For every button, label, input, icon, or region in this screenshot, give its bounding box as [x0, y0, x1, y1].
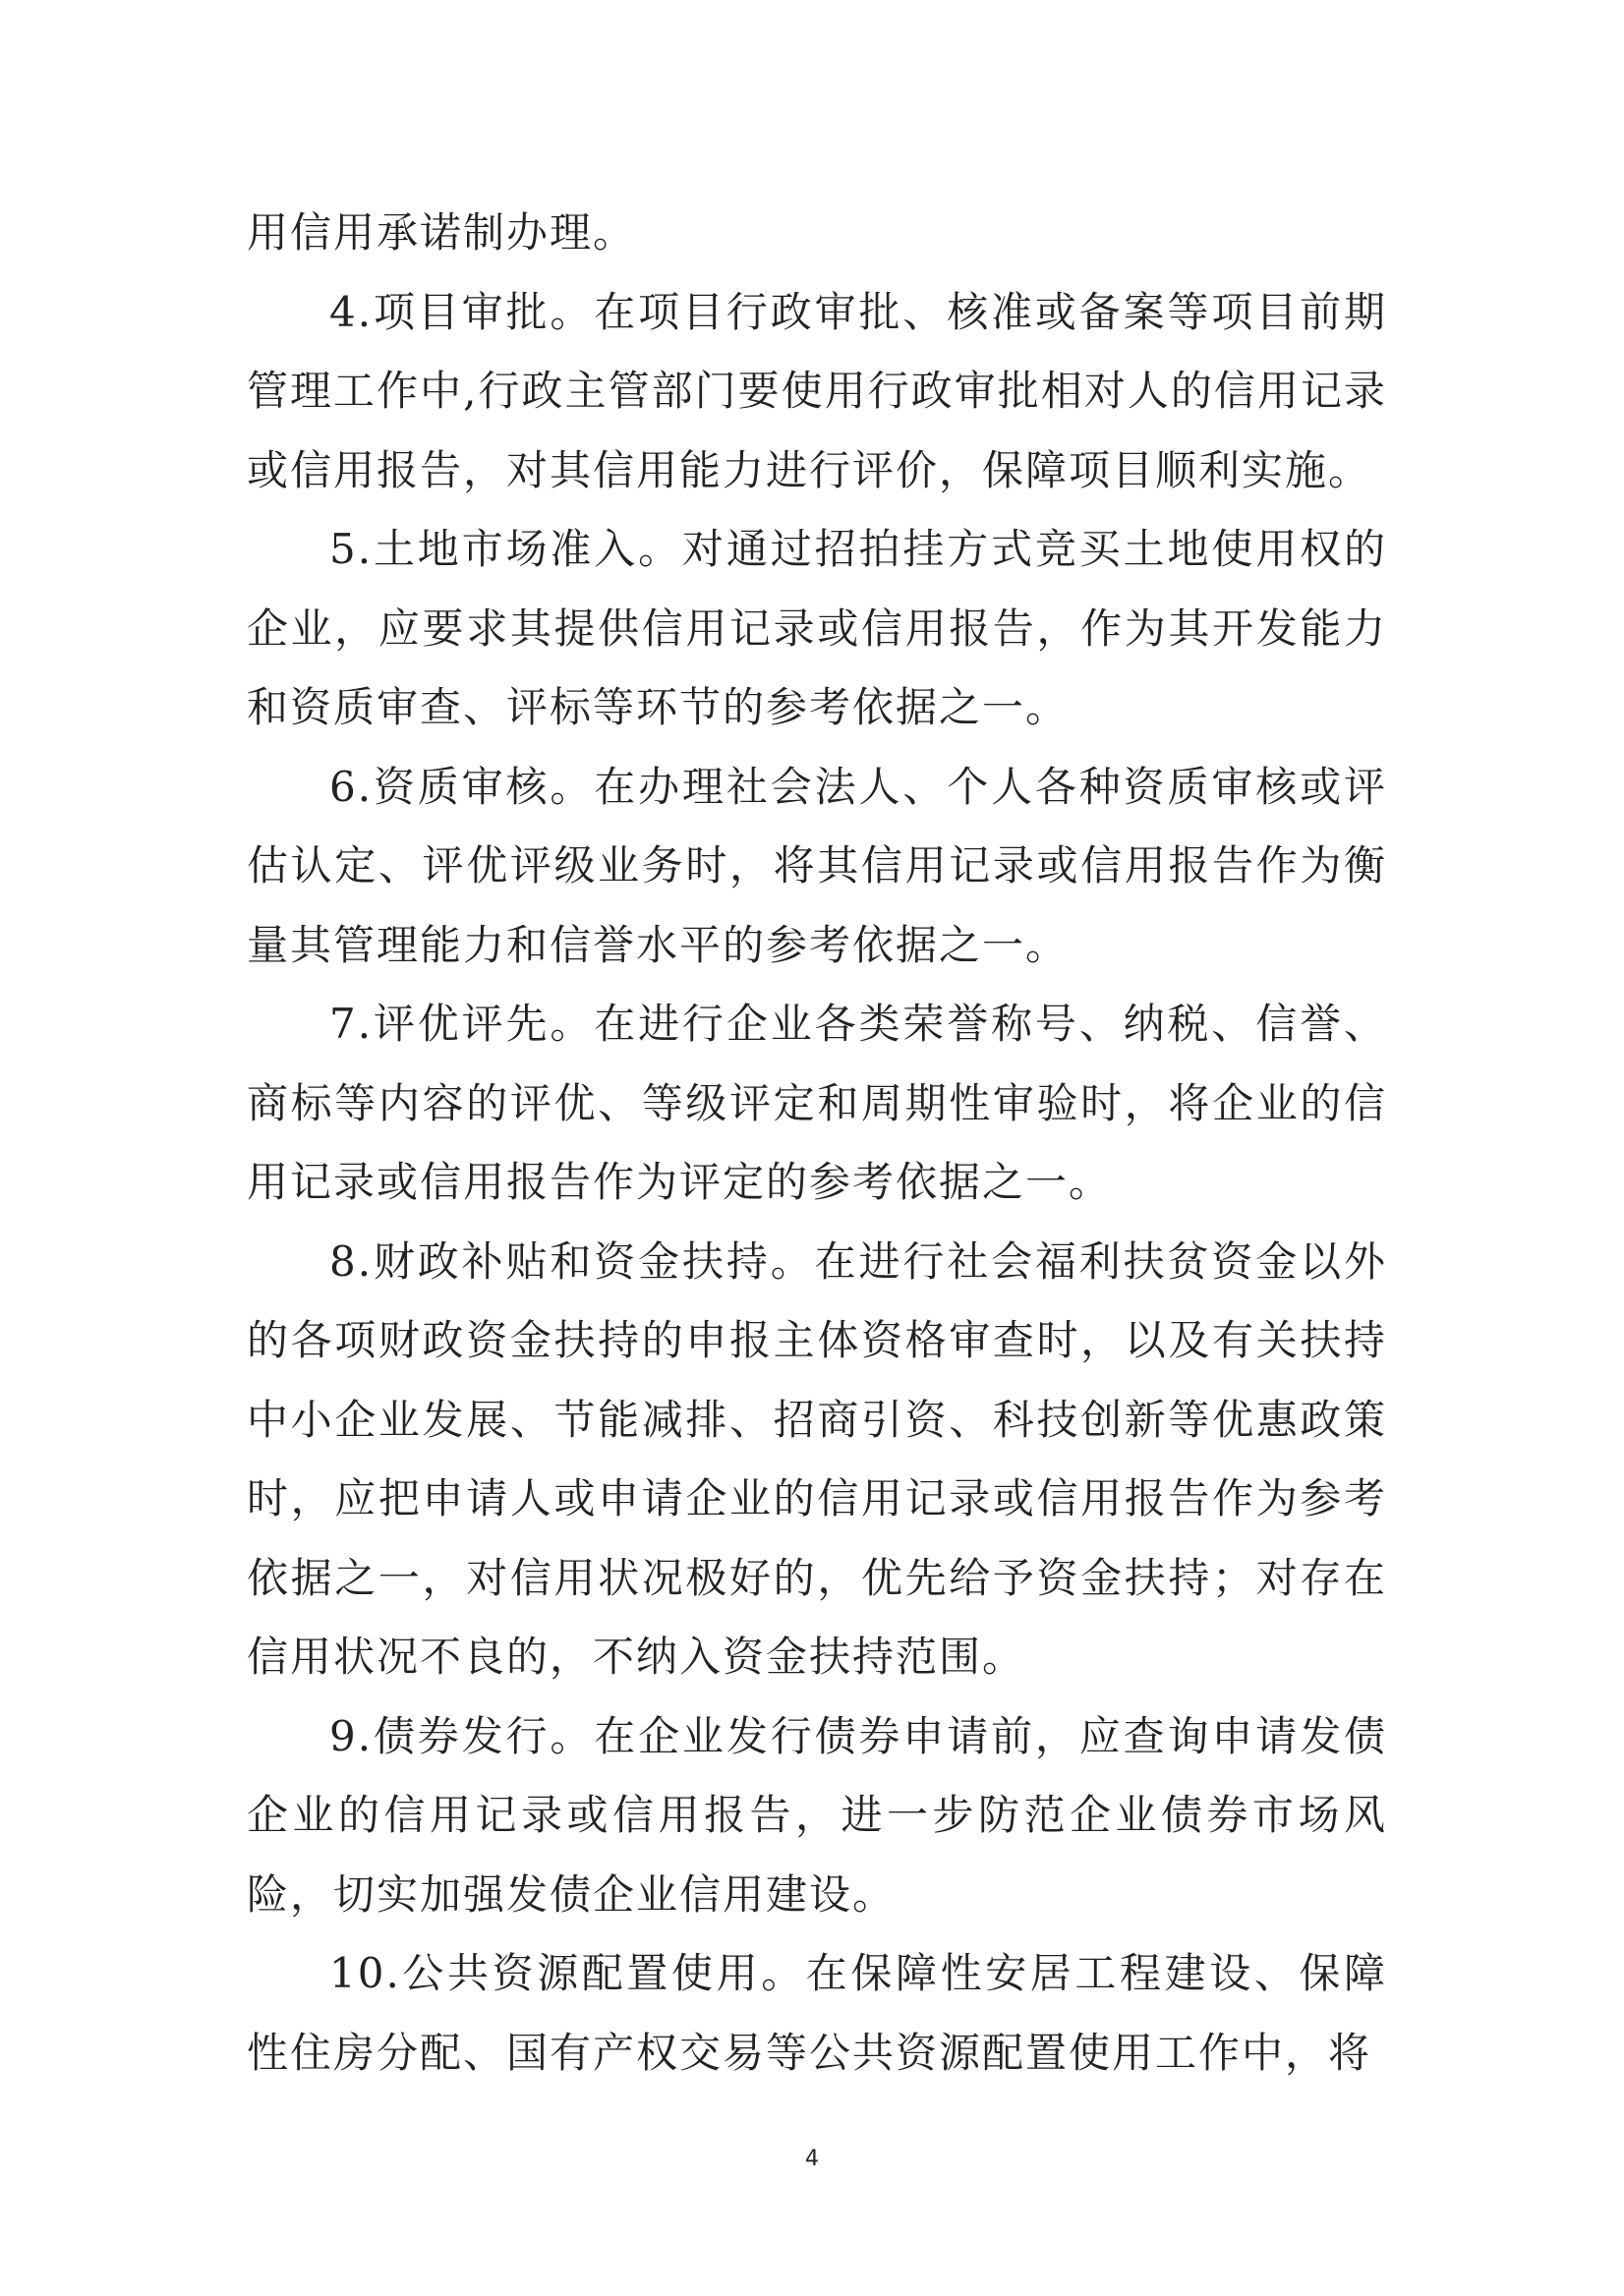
- paragraph-item-4-project-approval: 4.项目审批。在项目行政审批、核准或备案等项目前期管理工作中,行政主管部门要使用行政审批相对人的信用记录或信用报告，对其信用能力进行评价，保障项目顺利实施。: [247, 287, 1387, 494]
- paragraph-item-9-bond-issuance: 9.债券发行。在企业发行债券申请前，应查询申请发债企业的信用记录或信用报告，进一步防范企业债券市场风险，切实加强发债企业信用建设。: [247, 1711, 1387, 1919]
- paragraph-continuation: 用信用承诺制办理。: [247, 208, 637, 257]
- body-text: [247, 194, 1387, 2093]
- paragraph-item-6-qualification-review: 6.资质审核。在办理社会法人、个人各种资质审核或评估认定、评优评级业务时，将其信用记录或信用报告作为衡量其管理能力和信誉水平的参考依据之一。: [247, 762, 1387, 969]
- paragraph-item-10-public-resources: 10.公共资源配置使用。在保障性安居工程建设、保障性住房分配、国有产权交易等公共资源配置使用工作中，将: [247, 1949, 1387, 2077]
- page-number: 4: [805, 2147, 819, 2171]
- paragraph-item-5-land-market-access: 5.土地市场准入。对通过招拍挂方式竞买土地使用权的企业，应要求其提供信用记录或信用报告，作为其开发能力和资质审查、评标等环节的参考依据之一。: [247, 525, 1387, 731]
- paragraph-item-7-award-evaluation: 7.评优评先。在进行企业各类荣誉称号、纳税、信誉、商标等内容的评优、等级评定和周期性审验时，将企业的信用记录或信用报告作为评定的参考依据之一。: [247, 1000, 1387, 1206]
- paragraph-item-8-fiscal-subsidy: 8.财政补贴和资金扶持。在进行社会福利扶贫资金以外的各项财政资金扶持的申报主体资格审查时，以及有关扶持中小企业发展、节能减排、招商引资、科技创新等优惠政策时，应把申请人或申请企业的信用记录或信用报告作为参考依据之一，对信用状况极好的，优先给予资金扶持；对存在信用状况不良的，不纳入资金扶持范围。: [247, 1236, 1387, 1681]
